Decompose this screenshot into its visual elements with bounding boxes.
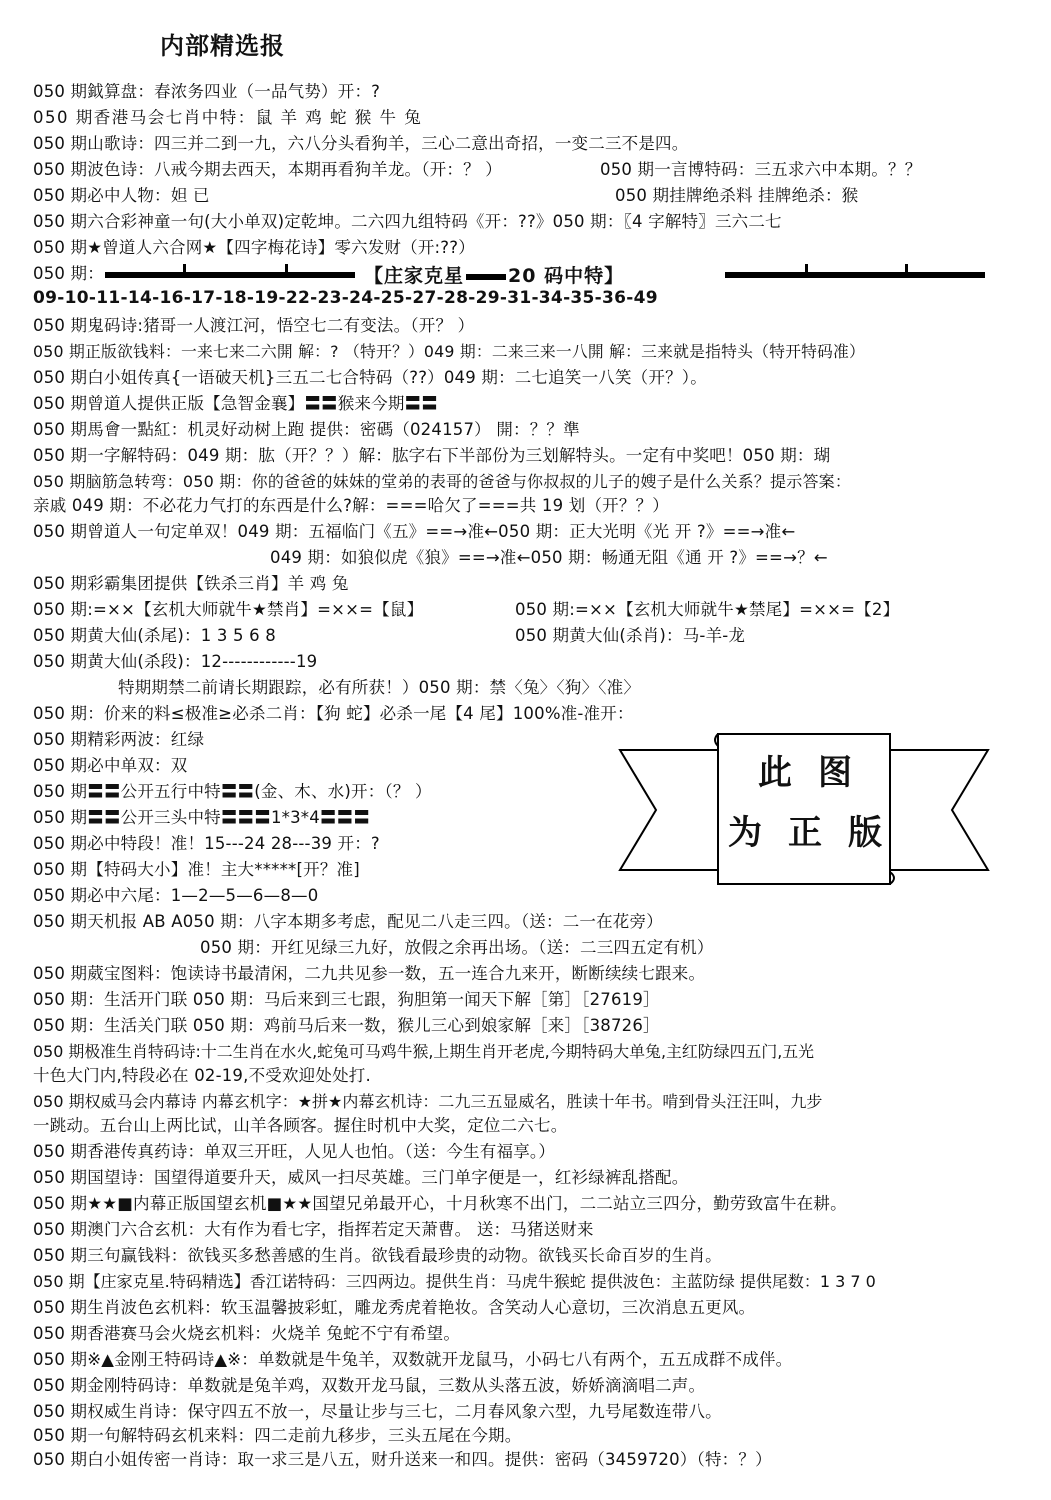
banner-bar <box>725 272 985 278</box>
text-line: 050 期【庄家克星.特码精选】香江诺特码：三四两边。提供生肖：马虎牛猴蛇 提供波色：主蓝防绿 提供尾数：1 3 7 0 <box>33 1272 876 1291</box>
text-line: 050 期波色诗：八戒今期去西天，本期再看狗羊龙。（开：？ ） <box>33 160 502 179</box>
text-line: 050 期一句解特码玄机来料：四二走前九移步，三头五尾在今期。 <box>33 1426 522 1445</box>
text-line: 050 期:=××【玄机大师就牛★禁肖】=××=【鼠】 <box>33 600 424 619</box>
text-line: 050 期正版欲钱料：一来七来二六開 解：? （特开？）049 期：二来三来一八開 解：三来就是指特头（特开特码准） <box>33 342 866 361</box>
text-line: 050 期三句赢钱料：欲钱买多愁善感的生肖。欲钱看最珍贵的动物。欲钱买长命百岁的生肖。 <box>33 1246 722 1265</box>
text-line: 050 期香港赛马会火烧玄机料：火烧羊 兔蛇不宁有希望。 <box>33 1324 461 1343</box>
text-line: 050 期一字解特码：049 期：肱（开？？）解：肱字右下半部份为三划解特头。一定有中奖吧！050 期：瑚 <box>33 446 831 465</box>
stamp-line-1: 此图 <box>758 753 878 793</box>
text-line: 050 期：价来的料≤极准≥必杀二肖：【狗 蛇】必杀一尾【4 尾】100%准-准开： <box>33 704 634 723</box>
text-line: 050 期权威生肖诗：保守四五不放一，尽量让步与三七，二月春风象六型，九号尾数连带八。 <box>33 1402 722 1421</box>
text-line: 050 期脑筋急转弯：050 期：你的爸爸的妹妹的堂弟的表哥的爸爸与你叔叔的儿子的嫂子是什么关系？提示答案： <box>33 472 852 491</box>
text-line: 050 期香港马会七肖中特：鼠 羊 鸡 蛇 猴 牛 兔 <box>33 108 423 127</box>
text-line: 050 期一言博特码：三五求六中本期。？？ <box>600 160 922 179</box>
stamp-line-2: 为正版 <box>728 813 908 853</box>
text-line: 050 期曾道人提供正版【急智金襄】〓〓猴来今期〓〓 <box>33 394 438 413</box>
text-line: 050 期白小姐传密一肖诗：取一求三是八五，财升送来一和四。提供：密码（3459720）（特：？） <box>33 1450 772 1469</box>
text-line: 050 期葳宝图料：饱读诗书最清闲，二九共见参一数，五一连合九来开，断断续续七跟来。 <box>33 964 706 983</box>
text-line: 050 期六合彩神童一句(大小单双)定乾坤。二六四九组特码《开：??》050 期：〖4 字解特〗三六二七 <box>33 212 782 231</box>
text-line: 050 期必中特段！准！15---24 28---39 开：? <box>33 834 380 853</box>
banner-tick <box>183 264 186 278</box>
text-line: 050 期馬會一點紅：机灵好动树上跑 提供：密碼（024157） 開：？？準 <box>33 420 580 439</box>
text-line: 050 期※▲金刚王特码诗▲※：单数就是牛兔羊，双数就开龙鼠马，小码七八有两个，五五成群不成伴。 <box>33 1350 793 1369</box>
text-line: 050 期黄大仙(杀段)：12------------19 <box>33 652 318 671</box>
banner-tick <box>905 264 908 278</box>
text-line: 050 期：生活开门联 050 期：马后来到三七跟，狗胆第一闻天下解［第］［27619］ <box>33 990 660 1009</box>
text-line: 050 期必中单双：双 <box>33 756 188 775</box>
text-line: 050 期香港传真药诗：单双三开旺，人见人也怕。（送：今生有福享。） <box>33 1142 556 1161</box>
text-line: 050 期:=××【玄机大师就牛★禁尾】=××=【2】 <box>515 600 900 619</box>
text-line: 特期期禁二前请长期跟踪，必有所获！）050 期：禁〈兔〉〈狗〉〈准〉 <box>118 678 641 697</box>
banner-label <box>360 261 628 288</box>
authentic-stamp <box>618 730 990 888</box>
page-title: 内部精选报 <box>160 32 285 60</box>
text-line: 050 期白小姐传真{一语破天机}三五二七合特码（??）049 期：二七追笑一八笑（开？）。 <box>33 368 707 387</box>
text-line: 050 期【特码大小】准！主大*****[开？准] <box>33 860 360 879</box>
banner <box>105 261 985 287</box>
text-line: 050 期曾道人一句定单双！049 期：五福临门《五》==→准←050 期：正大光明《光 开 ?》==→准← <box>33 522 796 541</box>
text-line: 050 期极准生肖特码诗:十二生肖在水火,蛇兔可马鸡牛猴,上期生肖开老虎,今期特码大单兔,主红防绿四五门,五光 <box>33 1042 815 1061</box>
text-line: 050 期： <box>33 264 104 283</box>
text-line: 050 期：生活关门联 050 期：鸡前马后来一数，猴儿三心到娘家解［来］［38726］ <box>33 1016 660 1035</box>
text-line: 050 期天机报 AB A050 期：八字本期多考虑，配见二八走三四。（送：二一在花旁） <box>33 912 663 931</box>
banner-dash <box>466 274 506 280</box>
banner-label-right: 20 码中特】 <box>508 265 625 287</box>
text-line: 050 期〓〓公开三头中特〓〓〓1*3*4〓〓〓 <box>33 808 371 827</box>
banner-tick <box>805 264 808 278</box>
banner-bar <box>105 272 355 278</box>
text-line: 050 期黄大仙(杀尾)：1 3 5 6 8 <box>33 626 276 645</box>
text-line: 050 期鉞算盘：春浓务四业（一品气势）开：? <box>33 82 381 101</box>
text-line: 050 期国望诗：国望得道要升天，威风一扫尽英雄。三门单字便是一，红衫绿裤乱搭配。 <box>33 1168 689 1187</box>
text-line: 十色大门内,特段必在 02-19,不受欢迎处处打. <box>33 1066 371 1085</box>
text-line: 050 期生肖波色玄机料：软玉温馨披彩虹，雕龙秀虎着艳妆。含笑动人心意切，三次消息五更风。 <box>33 1298 756 1317</box>
text-line: 一跳动。五台山上两比试，山羊各顾客。握住时机中大奖，定位二六七。 <box>33 1116 568 1135</box>
banner-label-left: 【庄家克星 <box>364 265 465 287</box>
text-line: 050 期必中人物：妲 已 <box>33 186 210 205</box>
text-line: 050 期：开红见绿三九好，放假之余再出场。（送：二三四五定有机） <box>200 938 714 957</box>
text-line: 050 期金刚特码诗：单数就是兔羊鸡，双数开龙马鼠，三数从头落五波，娇娇滴滴唱二声。 <box>33 1376 706 1395</box>
number-row: 09-10-11-14-16-17-18-19-22-23-24-25-27-28-29-31-34-35-36-49 <box>33 288 658 308</box>
text-line: 050 期澳门六合玄机：大有作为看七字，指挥若定天萧曹。 送：马猪送财来 <box>33 1220 594 1239</box>
text-line: 050 期★★■内幕正版国望玄机■★★国望兄弟最开心，十月秋寒不出门，二二站立三四分，勤劳致富牛在耕。 <box>33 1194 847 1213</box>
text-line: 050 期★曾道人六合网★【四字梅花诗】零六发财（开:??） <box>33 238 475 257</box>
text-line: 049 期：如狼似虎《狼》==→准←050 期：畅通无阻《通 开 ?》==→？← <box>270 548 828 567</box>
text-line: 050 期黄大仙(杀肖)：马-羊-龙 <box>515 626 746 645</box>
text-line: 050 期必中六尾：1—2—5—6—8—0 <box>33 886 319 905</box>
text-line: 050 期精彩两波：红绿 <box>33 730 205 749</box>
text-line: 050 期权威马会内幕诗 内幕玄机字：★拼★内幕玄机诗：二九三五显威名，胜读十年书。啃到骨头汪汪叫，九步 <box>33 1092 823 1111</box>
banner-tick <box>285 264 288 278</box>
text-line: 050 期山歌诗：四三并二到一九，六八分头看狗羊，三心二意出奇招，一变二三不是四。 <box>33 134 689 153</box>
text-line: 亲戚 049 期：不必花力气打的东西是什么?解：===哈欠了===共 19 划（开？？） <box>33 496 669 515</box>
text-line: 050 期彩霸集团提供【铁杀三肖】羊 鸡 兔 <box>33 574 349 593</box>
text-line: 050 期〓〓公开五行中特〓〓(金、木、水)开：（？ ） <box>33 782 432 801</box>
text-line: 050 期鬼码诗:猪哥一人渡江河，悟空七二有变法。（开？ ） <box>33 316 475 335</box>
text-line: 050 期挂牌绝杀料 挂牌绝杀：猴 <box>615 186 859 205</box>
